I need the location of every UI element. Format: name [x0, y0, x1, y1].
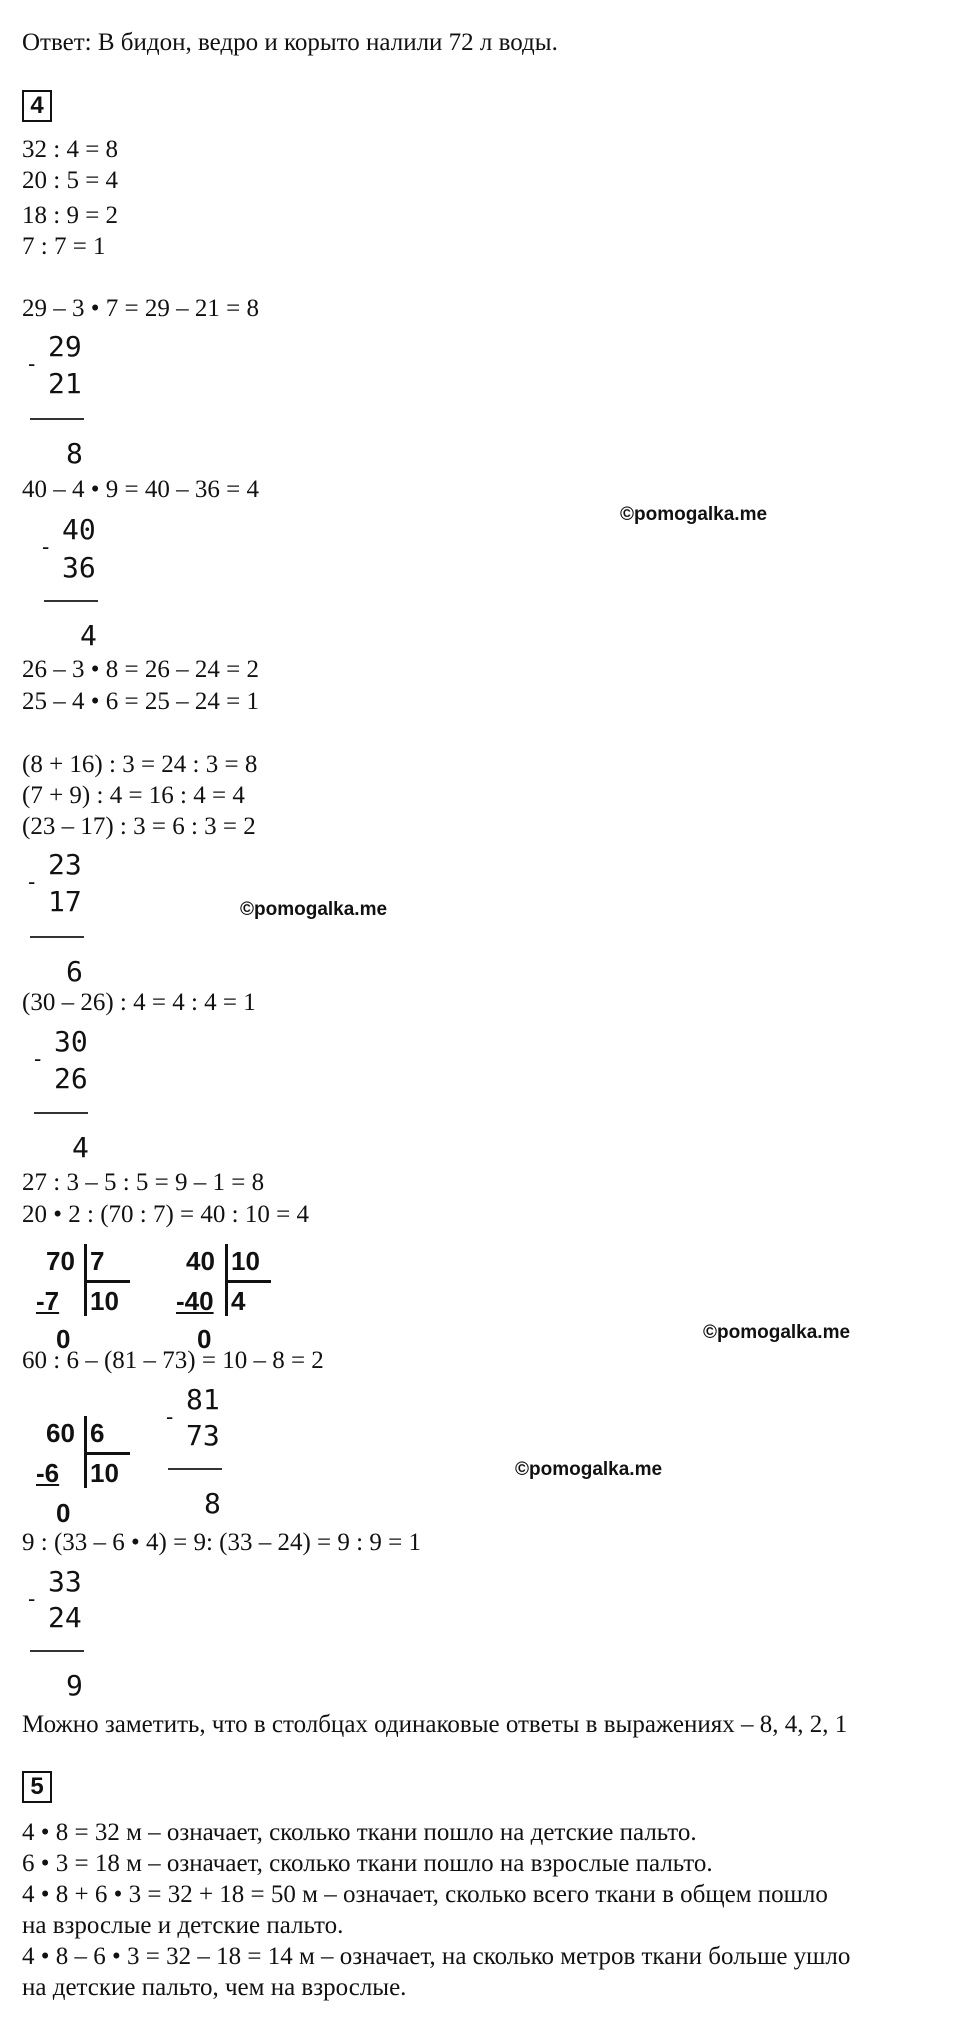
expression-line: 29 – 3 • 7 = 29 – 21 = 8: [22, 295, 259, 322]
expression-line: 40 – 4 • 9 = 40 – 36 = 4: [22, 476, 259, 503]
task-number-4: 4: [22, 90, 52, 122]
expression-line: (7 + 9) : 4 = 16 : 4 = 4: [22, 782, 245, 809]
explanation-line: 4 • 8 + 6 • 3 = 32 + 18 = 50 м – означает, сколько всего ткани в общем пошло: [22, 1881, 828, 1908]
expression-line: 18 : 9 = 2: [22, 202, 119, 229]
conclusion-line: Можно заметить, что в столбцах одинаковые ответы в выражениях – 8, 4, 2, 1: [22, 1711, 848, 1738]
explanation-line: на детские пальто, чем на взрослые.: [22, 1974, 407, 2001]
expression-line: (23 – 17) : 3 = 6 : 3 = 2: [22, 813, 256, 840]
explanation-line: 6 • 3 = 18 м – означает, сколько ткани пошло на взрослые пальто.: [22, 1850, 713, 1877]
expression-line: (8 + 16) : 3 = 24 : 3 = 8: [22, 751, 258, 778]
watermark: ©pomogalka.me: [240, 899, 388, 920]
expression-line: 25 – 4 • 6 = 25 – 24 = 1: [22, 688, 259, 715]
explanation-line: 4 • 8 = 32 м – означает, сколько ткани пошло на детские пальто.: [22, 1819, 697, 1846]
watermark: ©pomogalka.me: [703, 1322, 851, 1343]
answer-line: Ответ: В бидон, ведро и корыто налили 72 л воды.: [22, 29, 558, 56]
expression-line: 20 : 5 = 4: [22, 167, 119, 194]
expression-line: 27 : 3 – 5 : 5 = 9 – 1 = 8: [22, 1169, 265, 1196]
explanation-line: на взрослые и детские пальто.: [22, 1912, 344, 1939]
expression-line: 9 : (33 – 6 • 4) = 9: (33 – 24) = 9 : 9 = 1: [22, 1529, 421, 1556]
explanation-line: 4 • 8 – 6 • 3 = 32 – 18 = 14 м – означает, на сколько метров ткани больше ушло: [22, 1943, 851, 1970]
expression-line: 26 – 3 • 8 = 26 – 24 = 2: [22, 656, 259, 683]
expression-line: 32 : 4 = 8: [22, 136, 119, 163]
expression-line: 60 : 6 – (81 – 73) = 10 – 8 = 2: [22, 1347, 324, 1374]
watermark: ©pomogalka.me: [620, 504, 768, 525]
task-number-5: 5: [22, 1771, 52, 1803]
expression-line: (30 – 26) : 4 = 4 : 4 = 1: [22, 989, 256, 1016]
watermark: ©pomogalka.me: [515, 1459, 663, 1480]
expression-line: 7 : 7 = 1: [22, 233, 106, 260]
solution-page: Ответ: В бидон, ведро и корыто налили 72 л воды. 4 32 : 4 = 8 20 : 5 = 4 18 : 9 = 2 7 : 7 = 1 29 – 3 • 7 = 29 – 21 = 8 - 29 21 8 40 – 4 • 9 = 40 – 36 = 4 - 40 36 4 26 – 3 • 8 = 26 – 24 = 2 25 – 4 • 6 = 25 – 24 = 1 (8 + 16) : 3 = 24 : 3 = 8 (7 + 9) : 4 = 16 : 4 = 4 (23 – 17) : 3 = 6 : 3 = 2 - 23 17 6 (30 – 26) : 4 = 4 : 4 = 1 - 30 26 4 27 : 3 – 5 : 5 = 9 – 1 = 8 20 • 2 : (70 : 7) = 40 : 10 = 4 70 7 -7 10 0 40 10 -40 4 0 60 : 6 – (81 – 73) = 10 – 8 = 2 60 6 -6 10 0 - 81 73 8 9 : (33 – 6 • 4) = 9: (33 – 24) = 9 : 9 = 1 - 33 24 9 Можно заметить, что в столбцах одинаковые ответы в выражениях – 8, 4, 2, 1 5 4 • 8 = 32 м – означает, сколько ткани пошло на детские пальто. 6 • 3 = 18 м – означает, сколько ткани пошло на взрослые пальто. 4 • 8 + 6 • 3 = 32 + 18 = 50 м – означает, сколько всего ткани в общем пошло на взрослые и детские пальто. 4 • 8 – 6 • 3 = 32 – 18 = 14 м – означает, на сколько метров ткани больше ушло на детские пальто, чем на взрослые. ©pomogalka.me ©pomogalka.me ©pomogalka.me ©pomogalka.me: [22, 29, 851, 2001]
expression-line: 20 • 2 : (70 : 7) = 40 : 10 = 4: [22, 1201, 309, 1228]
